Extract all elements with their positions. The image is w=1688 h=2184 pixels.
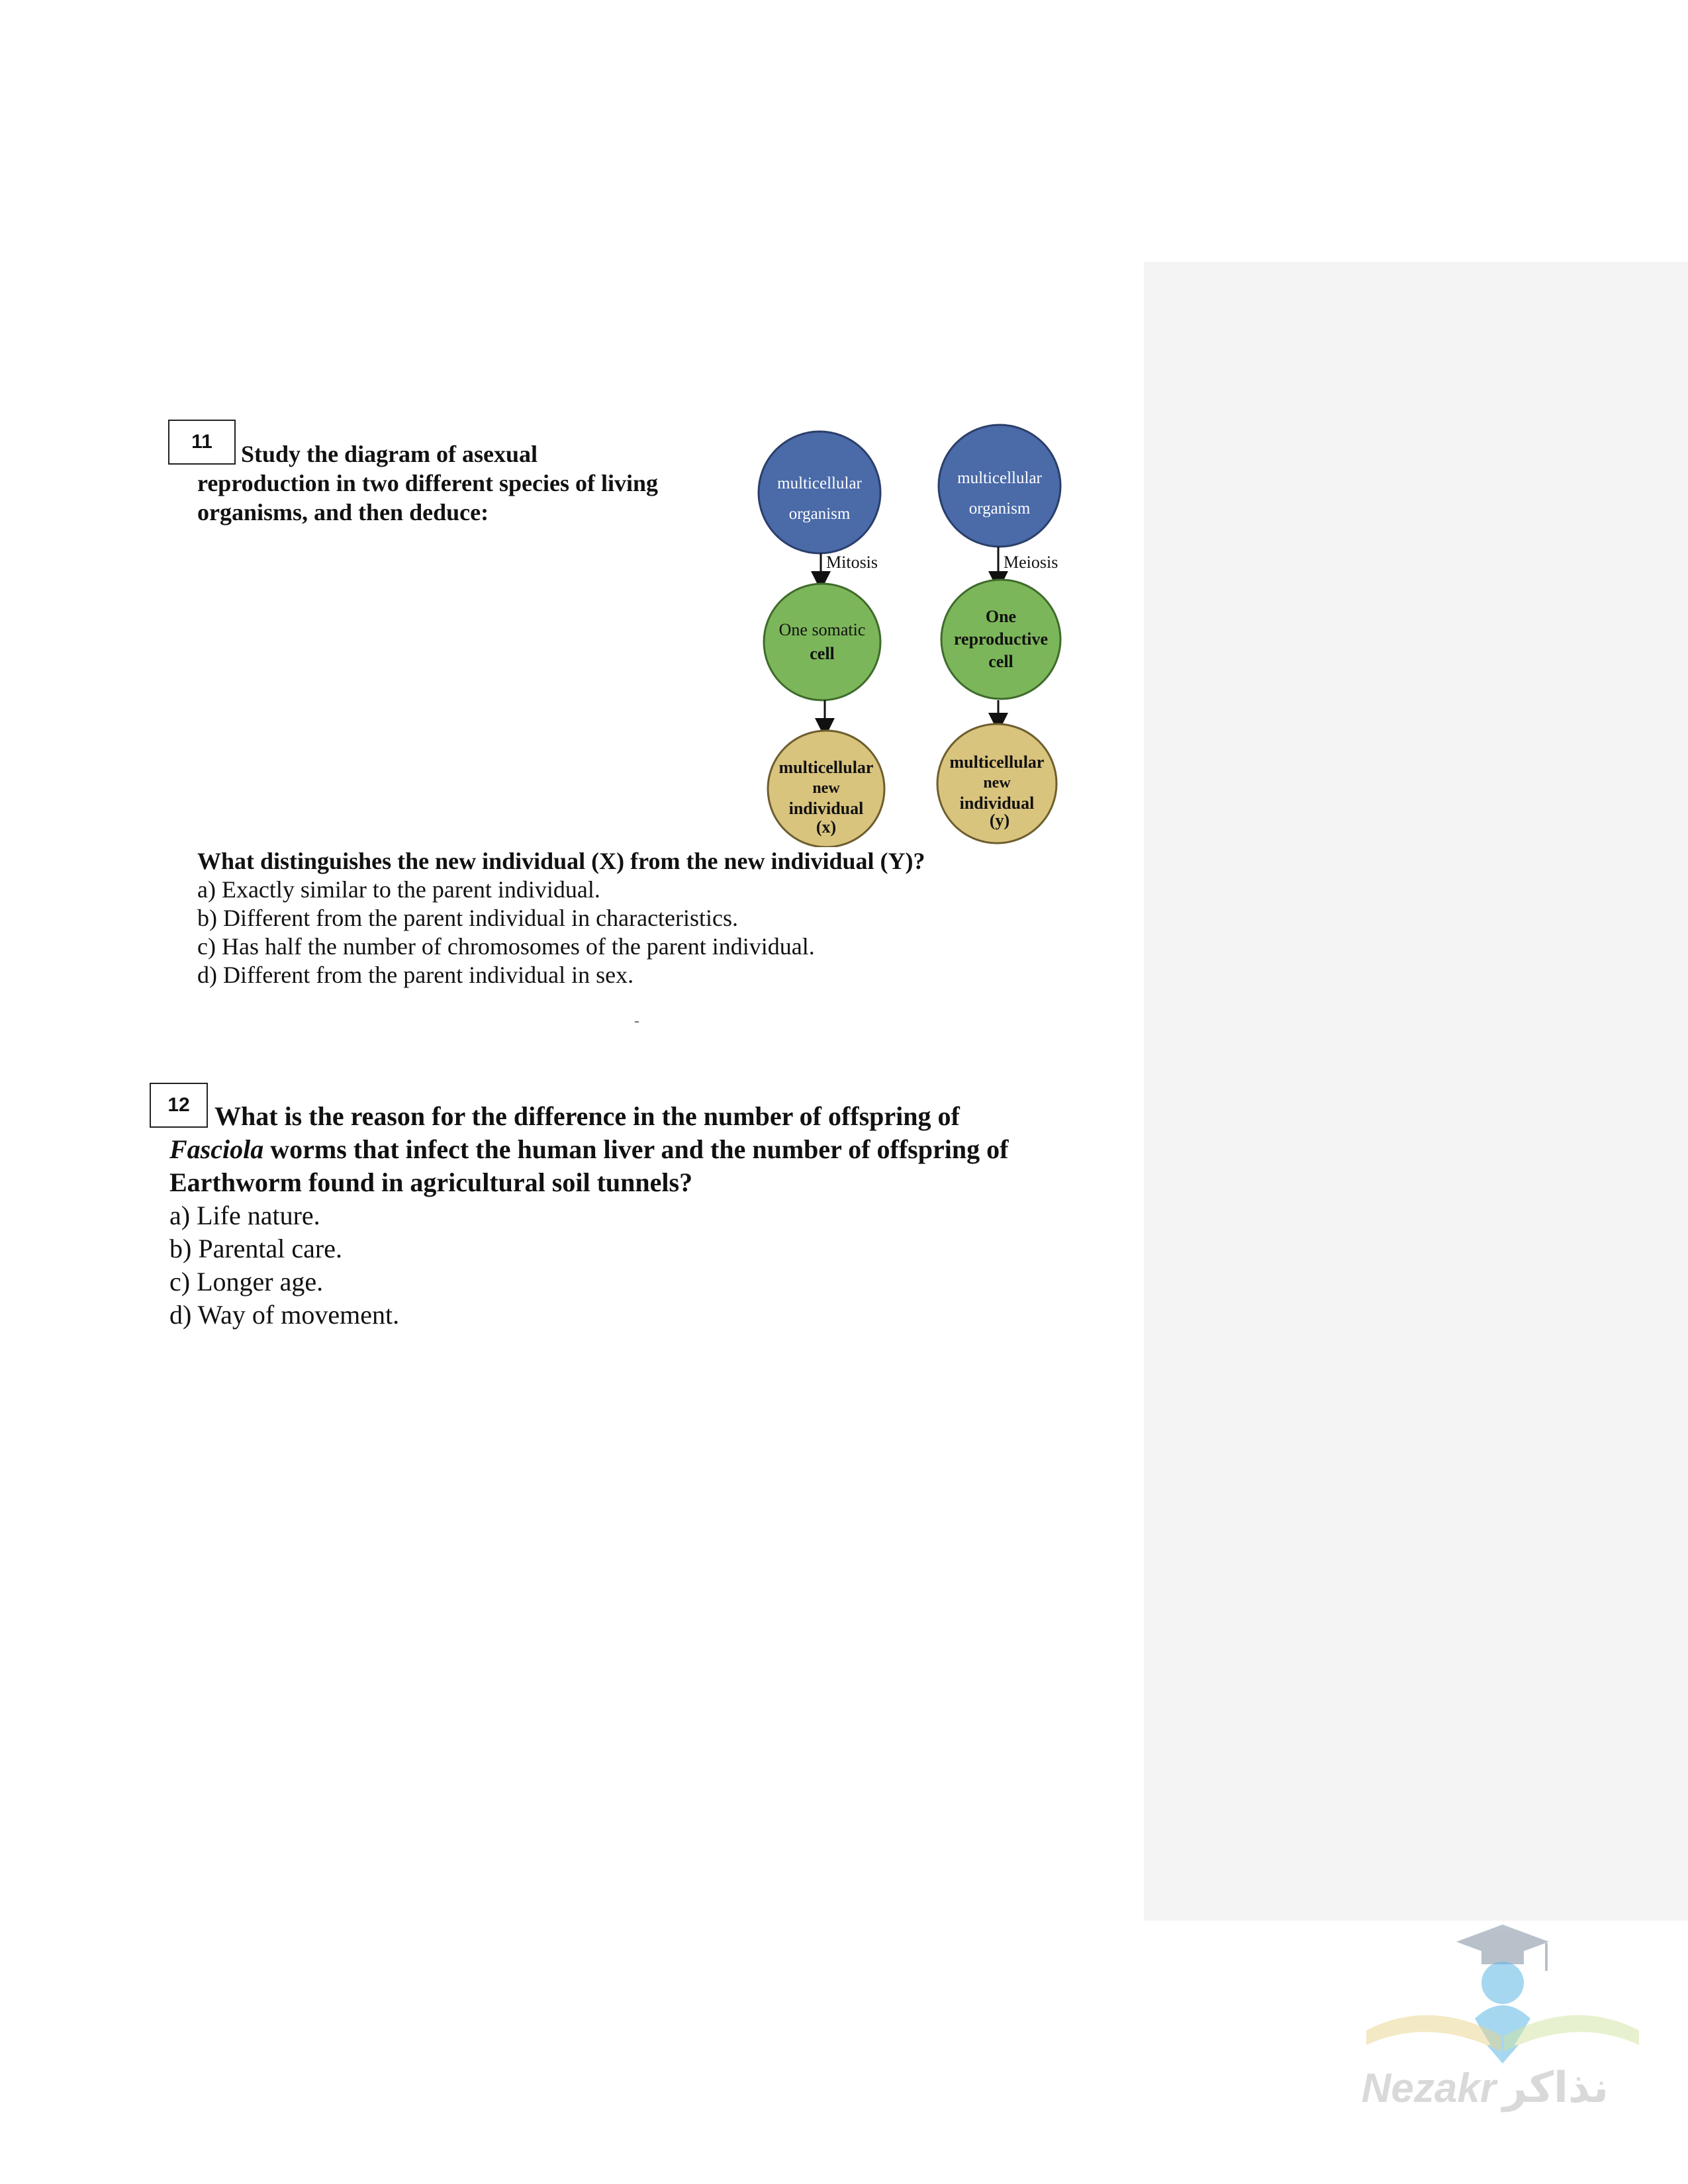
stray-dash: - [634,1013,639,1030]
reproductive-cell-label-2: reproductive [953,629,1049,649]
q12-stem-line-2 [169,1133,1123,1166]
logo-latin-text: Nezakr [1361,2066,1496,2111]
question-number-12: 12 [150,1083,208,1128]
right-column [937,425,1060,843]
right-new-individual-label-1: multicellular [949,752,1045,772]
q12-stem-line-3: Earthworm found in agricultural soil tunnels? [169,1167,693,1197]
student-head-icon [1475,1962,1530,2064]
logo-arabic-text: نذاكر [1503,2064,1609,2113]
reproductive-cell-label-3: cell [988,652,1013,671]
right-new-individual-label-2: new [983,774,1011,792]
somatic-cell-label-1: One somatic [778,620,866,639]
meiosis-label: Meiosis [1004,553,1058,572]
lead-line-3: organisms, and then deduce: [197,499,489,525]
side-panel [1144,262,1688,1921]
lead-line-2: reproduction in two different species of living [197,470,658,496]
lead-line-1: Study the diagram of asexual [241,441,538,467]
right-new-individual-label-4: (y) [989,811,1010,830]
q11-option-d: d) Different from the parent individual in sex. [197,962,634,988]
fasciola-italic: Fasciola [169,1134,264,1164]
q11-option-a: a) Exactly similar to the parent individual. [197,876,600,903]
q11-option-c: c) Has half the number of chromosomes of the parent individual. [197,933,815,960]
somatic-cell-label-2: cell [810,644,835,663]
q12-stem-line-2-rest: worms that infect the human liver and the number of offspring of [263,1134,1009,1164]
right-organism-label-1: multicellular [957,469,1042,487]
mitosis-label: Mitosis [826,553,878,572]
question-number-11: 11 [168,420,236,465]
left-organism-circle [759,432,880,553]
asexual-reproduction-diagram [748,424,1092,847]
left-new-individual-label-1: multicellular [778,758,874,777]
right-organism-label-2: organism [968,500,1031,518]
question-11-stem: What distinguishes the new individual (X) from the new individual (Y)? [197,848,925,874]
question-11-body [197,847,1137,989]
left-new-individual-label-4: (x) [816,817,837,837]
left-organism-label-1: multicellular [777,475,862,492]
q12-stem-line-1: What is the reason for the difference in the number of offspring of [214,1101,960,1131]
question-11-lead [197,439,747,527]
left-new-individual-label-3: individual [788,799,864,818]
left-new-individual-label-2: new [812,780,840,797]
q12-option-c: c) Longer age. [169,1267,324,1297]
nezakr-logo [1357,1919,1648,2118]
left-organism-label-2: organism [788,505,851,523]
right-new-individual-label-3: individual [959,794,1035,813]
reproductive-cell-label-1: One [985,607,1017,626]
q12-option-d: d) Way of movement. [169,1300,400,1330]
q12-option-b: b) Parental care. [169,1234,342,1263]
question-12-body [169,1100,1123,1332]
question-12-stem [169,1100,1123,1199]
q12-option-a: a) Life nature. [169,1201,320,1230]
q11-option-b: b) Different from the parent individual in characteristics. [197,905,739,931]
left-column [759,432,884,847]
left-somatic-cell-circle [764,584,880,700]
